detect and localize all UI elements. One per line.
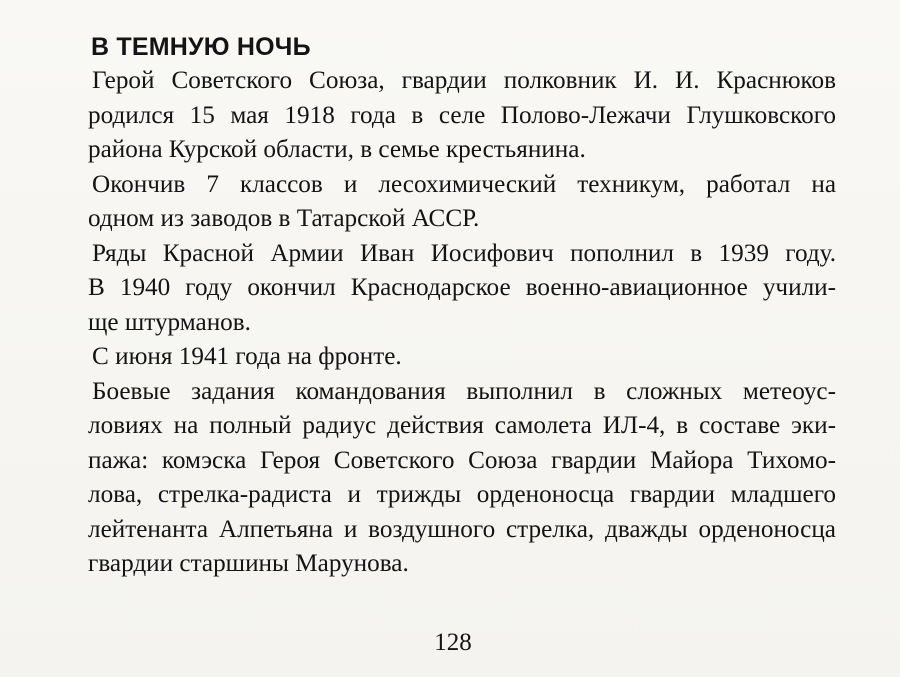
paragraph-5	[88, 375, 836, 582]
text-line: одном из заводов в Татарской АССР.	[88, 205, 480, 232]
text-line: района Курской области, в семье крестьянина.	[88, 136, 586, 163]
text-line: В 1940 году окончил Краснодарское военно-авиационное учили-	[88, 274, 836, 301]
chapter-heading: В ТЕМНУЮ НОЧЬ	[91, 33, 311, 61]
text-line: лейтенанта Алпетьяна и воздушного стрелка, дважды орденоносца	[88, 515, 836, 543]
text-line: родился 15 мая 1918 года в селе Полово-Лежачи Глушковского	[88, 101, 836, 129]
text-line: С июня 1941 года на фронте.	[92, 343, 402, 370]
text-line: Ряды Красной Армии Иван Иосифович пополнил в 1939 году.	[92, 239, 836, 267]
text-line: лова, стрелка-радиста и трижды орденоносца гвардии младшего	[88, 481, 836, 508]
page-content	[88, 30, 836, 582]
paragraph-3	[88, 237, 836, 341]
paragraph-4	[88, 340, 836, 375]
text-line: Боевые задания командования выполнил в сложных метеоус-	[92, 377, 836, 405]
paragraph-2	[88, 168, 836, 237]
text-line: гвардии старшины Марунова.	[88, 550, 409, 577]
text-line: Герой Советского Союза, гвардии полковник И. И. Краснюков	[92, 67, 836, 94]
paragraph-1	[88, 64, 836, 168]
text-line: пажа: комэска Героя Советского Союза гвардии Майора Тихомо-	[88, 446, 836, 474]
text-line: ще штурманов.	[88, 308, 251, 336]
text-line: ловиях на полный радиус действия самолета ИЛ-4, в составе эки-	[88, 412, 836, 439]
page-number: 128	[434, 629, 472, 656]
text-line: Окончив 7 классов и лесохимический техникум, работал на	[92, 170, 836, 198]
